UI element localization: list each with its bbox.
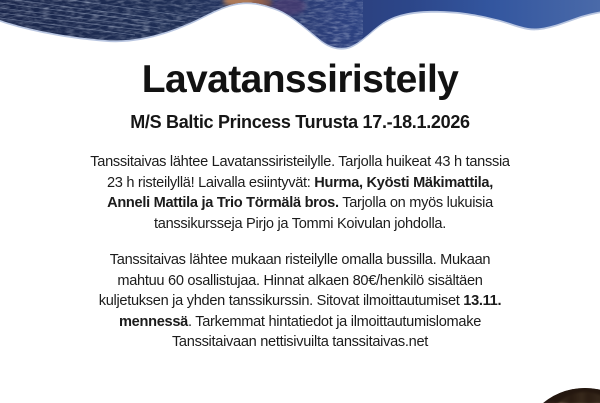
profile-photo xyxy=(519,388,600,403)
performers-bold-text: Hurma, Kyösti Mäkimattila, Anneli Mattila ja Trio Törmälä bros. xyxy=(107,174,494,211)
intro-paragraph xyxy=(88,152,512,234)
deadline-bold-text: 13.11. mennessä xyxy=(118,293,502,330)
poster-title: Lavatanssiristeily xyxy=(141,58,459,101)
booking-text-end: . Tarkemmat hintatiedot ja ilmoittautumislomake Tanssitaivaan nettisivuilta tanssitaivas.net xyxy=(171,313,482,350)
booking-text-start: Tanssitaivas lähtee mukaan risteilylle omalla bussilla. Mukaan mahtuu 60 osallistujaa. Hinnat alkaen 80€/henkilö sisältäen kuljetuksen ja yhden tanssikurssin. Sitovat ilmoittautumiset xyxy=(98,252,491,309)
sea-wave-image xyxy=(0,0,600,60)
intro-text-start: Tanssitaivas lähtee Lavatanssiristeilylle. Tarjolla huikeat 43 h tanssia 23 h risteilyllä! Laivalla esiintyvät: xyxy=(90,154,510,191)
intro-text-end: Tarjolla on myös lukuisia tanssikursseja Pirjo ja Tommi Koivulan johdolla. xyxy=(154,195,493,232)
header-wave-photo xyxy=(0,0,600,60)
booking-paragraph xyxy=(88,250,512,353)
poster-subtitle: M/S Baltic Princess Turusta 17.-18.1.2026 xyxy=(130,112,470,132)
poster-content xyxy=(0,60,600,353)
person-photo-circle xyxy=(519,388,600,403)
